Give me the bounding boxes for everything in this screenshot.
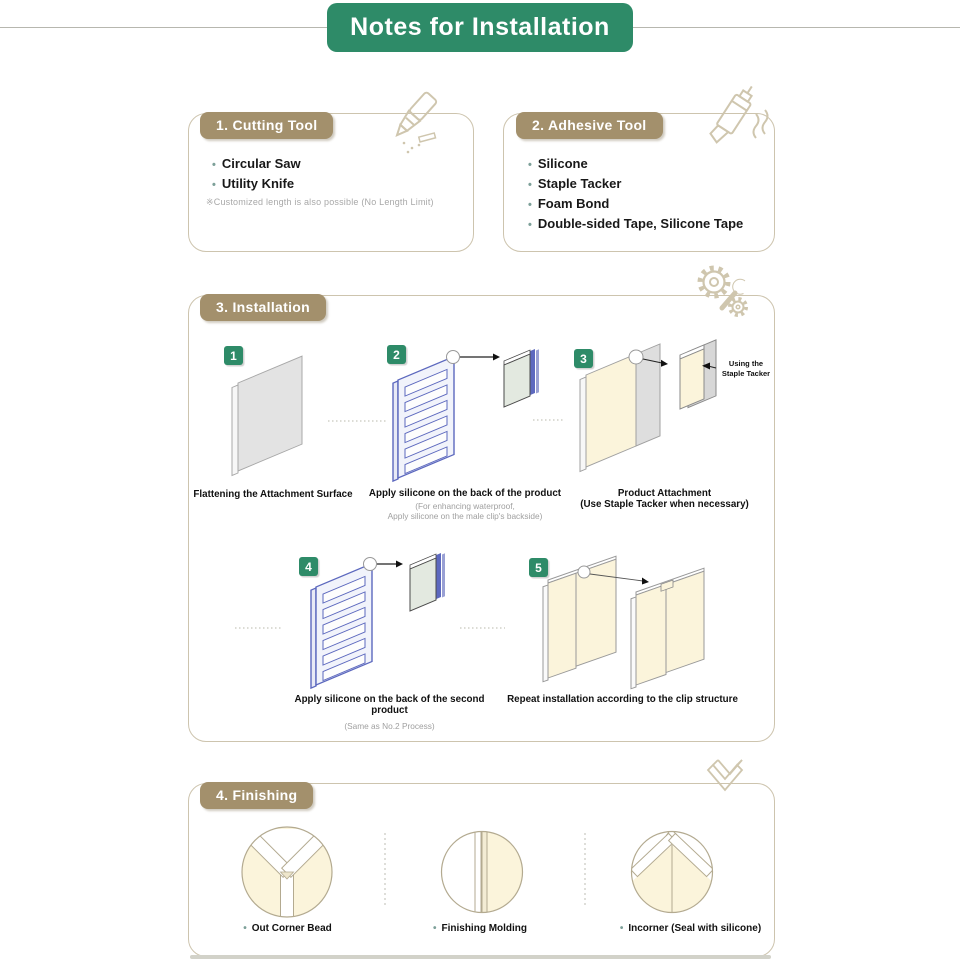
step-badge-2: 2 bbox=[387, 345, 406, 364]
step-badge-3: 3 bbox=[574, 349, 593, 368]
annotation-using-staple-tacker: Using the Staple Tacker bbox=[721, 359, 771, 378]
finishing-item-finishing-molding: • Finishing Molding bbox=[400, 923, 560, 934]
bottom-shadow-bar bbox=[190, 955, 771, 959]
section-finishing-label: 4. Finishing bbox=[200, 782, 313, 809]
step3-caption: Product Attachment (Use Staple Tacker when necessary) bbox=[580, 488, 749, 510]
cutting-note: ※Customized length is also possible (No Length Limit) bbox=[206, 197, 434, 207]
list-item: • Foam Bond bbox=[528, 196, 743, 211]
step4-panel-illustration bbox=[311, 563, 372, 688]
step3-attach-detail bbox=[680, 340, 716, 411]
step2-panel-illustration bbox=[393, 356, 454, 481]
cutting-tool-list bbox=[212, 156, 301, 196]
finishing-item-out-corner-bead: • Out Corner Bead bbox=[210, 923, 365, 934]
step5-caption: Repeat installation according to the clip structure bbox=[507, 694, 738, 705]
section-cutting-label: 1. Cutting Tool bbox=[200, 112, 333, 139]
section-installation-label: 3. Installation bbox=[200, 294, 326, 321]
finishing-item-incorner: • Incorner (Seal with silicone) bbox=[598, 923, 783, 934]
out-corner-bead-illustration bbox=[238, 823, 336, 921]
step1-panel-illustration bbox=[232, 356, 302, 475]
list-item: • Staple Tacker bbox=[528, 176, 743, 191]
step-badge-4: 4 bbox=[299, 557, 318, 576]
step4-caption: Apply silicone on the back of the second product (Same as No.2 Process) bbox=[294, 694, 485, 731]
step-badge-5: 5 bbox=[529, 558, 548, 577]
step-badge-1: 1 bbox=[224, 346, 243, 365]
adhesive-tool-list bbox=[528, 156, 743, 236]
finishing-molding-illustration bbox=[441, 823, 532, 923]
caulk-gun-icon bbox=[690, 84, 772, 158]
section-adhesive-label: 2. Adhesive Tool bbox=[516, 112, 663, 139]
step3-panel-illustration bbox=[580, 344, 660, 472]
incorner-illustration bbox=[628, 829, 716, 915]
list-item: • Double-sided Tape, Silicone Tape bbox=[528, 216, 743, 231]
utility-knife-icon bbox=[372, 88, 448, 158]
step5-right-panels bbox=[631, 568, 704, 689]
page-title: Notes for Installation bbox=[327, 3, 633, 52]
step2-caption: Apply silicone on the back of the product (For enhancing waterproof, Apply silicone on the male clip's backside) bbox=[368, 488, 562, 521]
step2-clip-detail bbox=[504, 346, 539, 407]
list-item: • Circular Saw bbox=[212, 156, 301, 171]
list-item: • Utility Knife bbox=[212, 176, 301, 191]
list-item: • Silicone bbox=[528, 156, 743, 171]
step4-clip-detail bbox=[410, 550, 445, 611]
step1-caption: Flattening the Attachment Surface bbox=[193, 489, 353, 500]
